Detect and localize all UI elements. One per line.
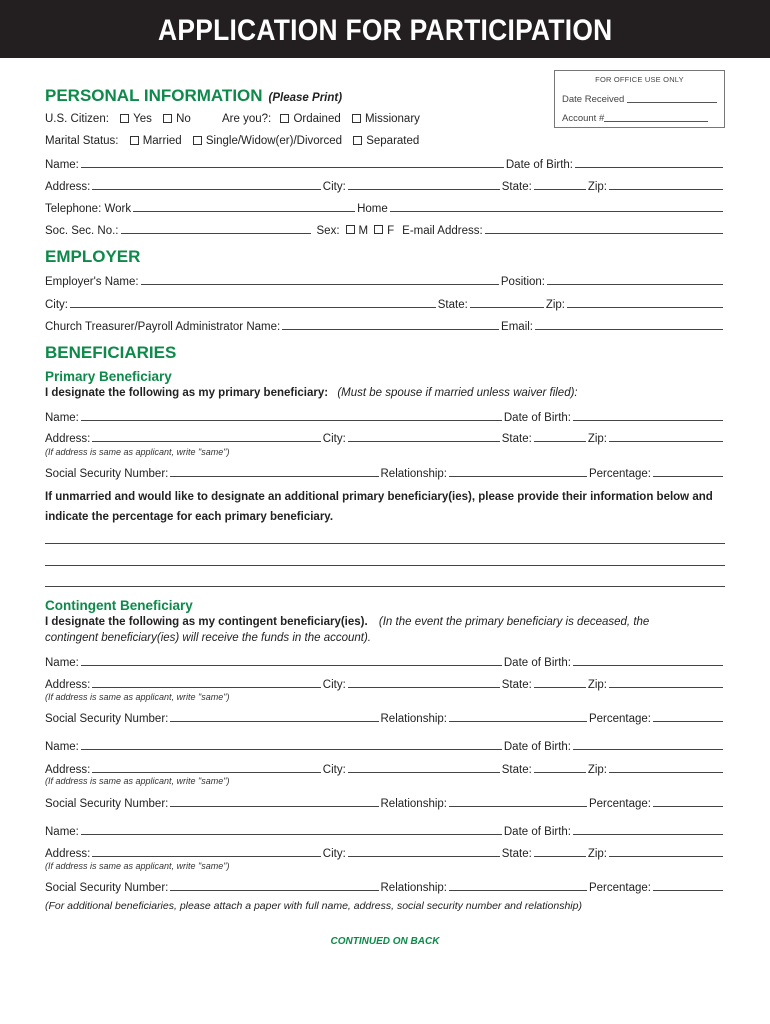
contingent2-relationship-field[interactable] — [449, 806, 587, 807]
office-use-box — [554, 70, 725, 128]
contingent3-state-label: State: — [501, 848, 532, 860]
ssn-label: Soc. Sec. No.: — [45, 225, 119, 237]
sex-m-checkbox[interactable] — [346, 225, 355, 234]
primary-designate-note: (Must be spouse if married unless waiver filed): — [337, 387, 578, 399]
single-checkbox[interactable] — [193, 136, 202, 145]
primary-address-label: Address: — [45, 433, 91, 445]
primary-designate-line — [45, 387, 578, 399]
missionary-label: Missionary — [364, 113, 420, 125]
telephone-work-label: Telephone: Work — [45, 203, 132, 215]
form-title: APPLICATION FOR PARTICIPATION — [157, 14, 613, 47]
contingent3-relationship-label: Relationship: — [380, 882, 447, 894]
contingent2-relationship-label: Relationship: — [380, 798, 447, 810]
primary-dob-field[interactable] — [573, 420, 723, 421]
employer-zip-label: Zip: — [545, 299, 565, 311]
separated-checkbox[interactable] — [353, 136, 362, 145]
office-use-header: FOR OFFICE USE ONLY — [595, 75, 684, 84]
citizen-no-label: No — [176, 113, 191, 125]
contingent-designate-note-2: contingent beneficiary(ies) will receive the funds in the account). — [45, 632, 372, 644]
treasurer-row — [45, 317, 725, 333]
contingent1-ssn-label: Social Security Number: — [45, 713, 169, 725]
separated-label: Separated — [366, 135, 420, 147]
primary-name-field[interactable] — [81, 420, 502, 421]
contingent2-ssn-field[interactable] — [170, 806, 378, 807]
contingent2-name-field[interactable] — [81, 749, 502, 750]
beneficiaries-heading: BENEFICIARIES — [45, 343, 177, 362]
employer-heading: EMPLOYER — [45, 247, 141, 266]
primary-percentage-label: Percentage: — [588, 468, 651, 480]
employer-email-field[interactable] — [535, 329, 723, 330]
primary-zip-field[interactable] — [609, 441, 723, 442]
additional-line-2[interactable] — [45, 565, 725, 566]
name-field[interactable] — [81, 167, 504, 168]
primary-ssn-row — [45, 464, 725, 480]
primary-same-note: (If address is same as applicant, write "same") — [45, 447, 230, 457]
name-label: Name: — [45, 159, 79, 171]
additional-line-1[interactable] — [45, 543, 725, 544]
primary-address-field[interactable] — [92, 441, 320, 442]
unmarried-instructions — [45, 487, 725, 527]
contingent3-name-label: Name: — [45, 826, 79, 838]
employer-city-label: City: — [45, 299, 68, 311]
ordained-label: Ordained — [293, 113, 341, 125]
contingent3-city-label: City: — [322, 848, 346, 860]
contingent1-relationship-field[interactable] — [449, 721, 587, 722]
contingent2-zip-field[interactable] — [609, 772, 723, 773]
contingent3-ssn-label: Social Security Number: — [45, 882, 169, 894]
contingent3-ssn-field[interactable] — [170, 890, 378, 891]
contingent1-name-row — [45, 653, 725, 669]
primary-ssn-label: Social Security Number: — [45, 468, 169, 480]
personal-info-heading: PERSONAL INFORMATION (Please Print) — [45, 86, 343, 105]
dob-field[interactable] — [575, 167, 723, 168]
contingent3-address-row — [45, 844, 725, 860]
primary-dob-label: Date of Birth: — [503, 412, 571, 424]
ssn-field[interactable] — [121, 233, 311, 234]
address-label: Address: — [45, 181, 91, 193]
primary-state-field[interactable] — [534, 441, 586, 442]
contingent3-percentage-field[interactable] — [653, 890, 723, 891]
contingent3-ssn-row — [45, 878, 725, 894]
contingent2-state-label: State: — [501, 764, 532, 776]
zip-label: Zip: — [587, 181, 607, 193]
are-you-label: Are you?: — [222, 113, 272, 125]
contingent1-dob-label: Date of Birth: — [503, 657, 571, 669]
contingent3-zip-label: Zip: — [587, 848, 607, 860]
contingent2-same-note: (If address is same as applicant, write "same") — [45, 776, 230, 786]
contingent1-state-label: State: — [501, 679, 532, 691]
contingent1-city-label: City: — [322, 679, 346, 691]
address-field[interactable] — [92, 189, 320, 190]
please-print-note: (Please Print) — [268, 92, 343, 104]
contingent-designate-note-1: (In the event the primary beneficiary is deceased, the — [378, 616, 650, 628]
city-field[interactable] — [348, 189, 500, 190]
contingent2-dob-label: Date of Birth: — [503, 741, 571, 753]
primary-name-label: Name: — [45, 412, 79, 424]
sex-label: Sex: — [316, 225, 340, 237]
position-label: Position: — [500, 276, 545, 288]
telephone-work-field[interactable] — [133, 211, 355, 212]
citizen-row — [45, 113, 420, 125]
continued-on-back: CONTINUED ON BACK — [330, 936, 440, 947]
contingent3-relationship-field[interactable] — [449, 890, 587, 891]
employer-name-field[interactable] — [141, 284, 499, 285]
date-received-label: Date Received — [562, 94, 625, 105]
contingent3-name-row — [45, 822, 725, 838]
account-label: Account # — [562, 113, 605, 124]
unmarried-line-2: indicate the percentage for each primary beneficiary. — [45, 511, 334, 523]
contingent1-percentage-label: Percentage: — [588, 713, 651, 725]
primary-zip-label: Zip: — [587, 433, 607, 445]
contingent1-relationship-label: Relationship: — [380, 713, 447, 725]
contingent2-percentage-label: Percentage: — [588, 798, 651, 810]
contingent1-state-field[interactable] — [534, 687, 586, 688]
primary-percentage-field[interactable] — [653, 476, 723, 477]
sex-f-label: F — [387, 225, 395, 237]
contingent-designate-text: I designate the following as my contingent beneficiary(ies). — [45, 616, 368, 628]
treasurer-label: Church Treasurer/Payroll Administrator Name: — [45, 321, 281, 333]
missionary-checkbox[interactable] — [352, 114, 361, 123]
position-field[interactable] — [547, 284, 723, 285]
contingent3-name-field[interactable] — [81, 834, 502, 835]
contingent-designate-line — [45, 616, 649, 628]
zip-field[interactable] — [609, 189, 723, 190]
contingent3-dob-label: Date of Birth: — [503, 826, 571, 838]
employer-name-row — [45, 272, 725, 288]
state-label: State: — [501, 181, 532, 193]
contingent2-address-row — [45, 760, 725, 776]
employer-email-label: Email: — [501, 321, 533, 333]
married-label: Married — [142, 135, 182, 147]
contingent3-address-field[interactable] — [92, 856, 320, 857]
contingent2-city-label: City: — [322, 764, 346, 776]
contingent3-same-note: (If address is same as applicant, write "same") — [45, 861, 230, 871]
contingent2-dob-field[interactable] — [573, 749, 723, 750]
employer-name-label: Employer's Name: — [45, 276, 139, 288]
single-label: Single/Widow(er)/Divorced — [205, 135, 343, 147]
contingent-beneficiary-heading: Contingent Beneficiary — [45, 598, 193, 613]
account-field[interactable] — [604, 121, 708, 122]
employer-city-row — [45, 295, 725, 311]
email-label: E-mail Address: — [402, 225, 483, 237]
employer-city-field[interactable] — [70, 307, 436, 308]
primary-address-row — [45, 429, 725, 445]
contingent1-same-note: (If address is same as applicant, write "same") — [45, 692, 230, 702]
contingent1-zip-field[interactable] — [609, 687, 723, 688]
primary-designate-text: I designate the following as my primary beneficiary: — [45, 387, 329, 399]
unmarried-line-1: If unmarried and would like to designate an additional primary beneficiary(ies), please provide their information below and — [45, 491, 713, 503]
contingent2-zip-label: Zip: — [587, 764, 607, 776]
contingent3-zip-field[interactable] — [609, 856, 723, 857]
employer-state-label: State: — [437, 299, 468, 311]
citizen-label: U.S. Citizen: — [45, 113, 109, 125]
contingent3-dob-field[interactable] — [573, 834, 723, 835]
contingent1-name-label: Name: — [45, 657, 79, 669]
employer-zip-field[interactable] — [567, 307, 723, 308]
attach-note: (For additional beneficiaries, please attach a paper with full name, address, social security number and relationship) — [45, 900, 582, 912]
contingent2-address-field[interactable] — [92, 772, 320, 773]
primary-state-label: State: — [501, 433, 532, 445]
contingent1-percentage-field[interactable] — [653, 721, 723, 722]
employer-state-field[interactable] — [470, 307, 544, 308]
contingent1-zip-label: Zip: — [587, 679, 607, 691]
state-field[interactable] — [534, 189, 586, 190]
contingent3-state-field[interactable] — [534, 856, 586, 857]
contingent1-ssn-row — [45, 709, 725, 725]
primary-ssn-field[interactable] — [170, 476, 378, 477]
contingent1-city-field[interactable] — [348, 687, 500, 688]
telephone-home-field[interactable] — [390, 211, 723, 212]
primary-beneficiary-heading: Primary Beneficiary — [45, 369, 172, 384]
citizen-yes-checkbox[interactable] — [120, 114, 129, 123]
contingent2-city-field[interactable] — [348, 772, 500, 773]
marital-label: Marital Status: — [45, 135, 119, 147]
address-row — [45, 177, 725, 193]
form-title-banner — [0, 0, 770, 58]
sex-f-checkbox[interactable] — [374, 225, 383, 234]
date-received-field[interactable] — [627, 102, 717, 103]
additional-line-3[interactable] — [45, 586, 725, 587]
contingent3-percentage-label: Percentage: — [588, 882, 651, 894]
primary-relationship-field[interactable] — [449, 476, 587, 477]
contingent2-ssn-row — [45, 794, 725, 810]
contingent1-ssn-field[interactable] — [170, 721, 378, 722]
dob-label: Date of Birth: — [505, 159, 573, 171]
contingent3-address-label: Address: — [45, 848, 91, 860]
contingent3-city-field[interactable] — [348, 856, 500, 857]
contingent1-dob-field[interactable] — [573, 665, 723, 666]
ordained-checkbox[interactable] — [280, 114, 289, 123]
email-field[interactable] — [485, 233, 723, 234]
primary-city-label: City: — [322, 433, 346, 445]
contingent1-address-label: Address: — [45, 679, 91, 691]
contingent1-name-field[interactable] — [81, 665, 502, 666]
married-checkbox[interactable] — [130, 136, 139, 145]
contingent2-name-row — [45, 737, 725, 753]
citizen-yes-label: Yes — [133, 113, 152, 125]
city-label: City: — [322, 181, 346, 193]
sex-m-label: M — [358, 225, 369, 237]
telephone-row — [45, 199, 725, 215]
treasurer-field[interactable] — [282, 329, 499, 330]
primary-name-row — [45, 408, 725, 424]
contingent1-address-row — [45, 675, 725, 691]
contingent2-state-field[interactable] — [534, 772, 586, 773]
name-row — [45, 155, 725, 171]
contingent2-ssn-label: Social Security Number: — [45, 798, 169, 810]
telephone-home-label: Home — [357, 203, 388, 215]
primary-city-field[interactable] — [348, 441, 500, 442]
contingent1-address-field[interactable] — [92, 687, 320, 688]
contingent2-name-label: Name: — [45, 741, 79, 753]
citizen-no-checkbox[interactable] — [163, 114, 172, 123]
contingent2-address-label: Address: — [45, 764, 91, 776]
primary-relationship-label: Relationship: — [380, 468, 447, 480]
ssn-row — [45, 221, 725, 237]
marital-row — [45, 135, 419, 147]
contingent2-percentage-field[interactable] — [653, 806, 723, 807]
